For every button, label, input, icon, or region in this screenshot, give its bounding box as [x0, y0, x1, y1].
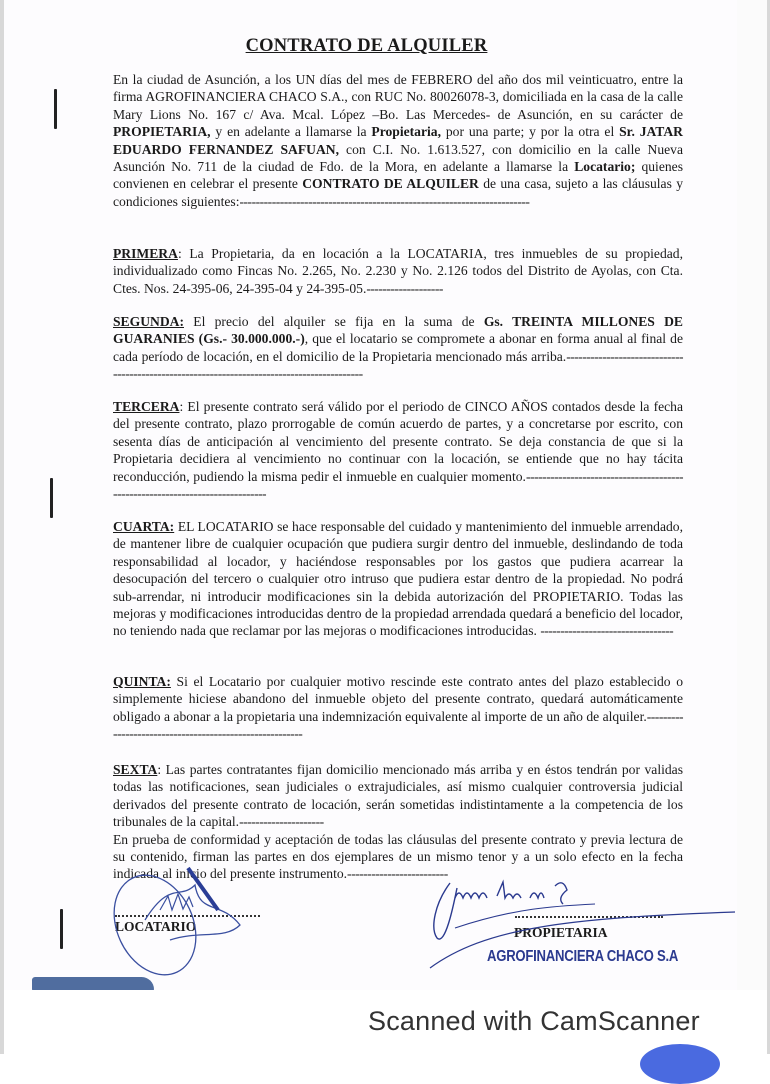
filler-dashes: ------------------------------------------------------------------------ [239, 193, 530, 209]
clause-text: : La Propietaria, da en locación a la LOCATARIA, tres inmuebles de su propiedad, individualizado como Fincas No. 2.265, No. 2.230 y No. 2.126 todos del Distrito de Ayolas, con Cta. Ctes. Nos. 24-395-06, 24-395-04 y 24-395-05. [113, 246, 683, 296]
filler-dashes: ------------------------------------------------------------------------------------------- [113, 348, 683, 382]
filler-dashes: --------------------- [239, 814, 324, 830]
filler-dashes: --------------------------------- [540, 623, 674, 639]
intro-paragraph [113, 71, 683, 210]
clause-label: CUARTA: [113, 519, 175, 534]
intro-bold: Propietaria, [371, 124, 441, 140]
intro-bold: CONTRATO DE ALQUILER [302, 176, 479, 192]
margin-mark [50, 478, 53, 518]
intro-text: de una casa, sujeto a las cláusulas y condiciones siguientes: [113, 176, 684, 209]
clause-text: : Las partes contratantes fijan domicilio mencionado más arriba y en éstos tendrán por validas todas las notificaciones, sean judiciales o extrajudiciales, así mismo cualquier controversia judicial derivados del presente contrato de locación, serán sometidas indistintamente a la competencia de los tribunales de la capital. [113, 762, 683, 830]
propietaria-signature [425, 868, 745, 958]
intro-text: En la ciudad de Asunción, a los UN días del mes de FEBRERO del año dos mil veinticuatro, entre la firma AGROFINANCIERA CHACO S.A., con RUC No. 80026078-3, domiciliada en la casa de la calle Mary Lions No. 167 c/ Ava. Mcal. López –Bo. Las Mercedes- de Asunción, en su carácter de [113, 72, 683, 122]
margin-mark [54, 89, 57, 129]
filler-dashes: -------------------------------------------------------- [113, 708, 683, 742]
intro-bold: Sr. JATAR EDUARDO FERNANDEZ SAFUAN, [113, 124, 683, 157]
intro-text: con C.I. No. 1.613.527, con domicilio en la calle Nueva Asunción No. 711 de la ciudad de Fdo. de la Mora, en adelante a llamarse la [113, 141, 683, 175]
clause-text: EL LOCATARIO se hace responsable del cuidado y mantenimiento del inmueble arrendado, de mantener libre de cualquier ocupación que pudiera surgir dentro del inmueble, deslindando de toda responsabilidad al locador, y haciéndose responsables por los gastos que pudiera acarrear la desocupación del tercero o cualquier otro intruso que pudiera estar dentro de la propiedad. No podrá sub-arrendar, ni introducir modificaciones sin la debida autorización del PROPIETARIO. Todas las mejoras y modificaciones introducidas dentro de la propiedad arrendada quedará a beneficio del locador, no teniendo nada que reclamar por las mejoras o modificaciones introducidas. [113, 519, 683, 639]
clause-tercera [113, 398, 683, 502]
clause-text: : El presente contrato será válido por el periodo de CINCO AÑOS contados desde la fecha del presente contrato, plazo prorrogable de común acuerdo de partes, y a concretarse por escrito, con sesenta días de anticipación al vencimiento del presente contrato. Se deja constancia de que si la Propietaria decidiera al vencimiento no continuar con la locación, se entiende que no hay tácita reconducción, pudiendo la misma pedir el inmueble en cualquier momento. [113, 399, 683, 484]
clause-quinta [113, 673, 683, 743]
ink-smear [32, 977, 154, 990]
margin-mark [60, 909, 63, 949]
company-stamp: AGROFINANCIERA CHACO S.A [487, 948, 679, 965]
clause-label: QUINTA: [113, 674, 171, 689]
closing-text: En prueba de conformidad y aceptación de todas las cláusulas del presente contrato y previa lectura de su contenido, firman las partes en dos ejemplares de un mismo tenor y a un solo efecto en la fecha indicada al inicio del presente instrumento. [113, 831, 683, 882]
clause-text: Si el Locatario por cualquier motivo rescinde este contrato antes del plazo establecido o simplemente hiciese abandono del inmueble objeto del presente contrato, quedará automáticamente obligado a abonar a la propietaria una indemnización equivalente al importe de un año de alquiler. [113, 674, 683, 724]
clause-label: PRIMERA [113, 246, 178, 261]
filler-dashes: ------------------- [366, 280, 443, 296]
propietaria-label: PROPIETARIA [514, 925, 608, 940]
clause-cuarta [113, 518, 683, 640]
camscanner-logo [640, 1044, 720, 1084]
filler-dashes: ------------------------- [347, 866, 448, 882]
clause-label: SEXTA [113, 762, 158, 777]
intro-text: y en adelante a llamarse la [210, 124, 372, 140]
locatario-signature [100, 860, 270, 985]
filler-dashes: ----------------------------------------------------------------------------- [113, 468, 683, 502]
clause-label: SEGUNDA: [113, 314, 184, 329]
clause-primera [113, 245, 683, 297]
intro-bold: Locatario; [574, 159, 636, 175]
intro-text: por una parte; y por la otra el [440, 124, 620, 140]
clause-text: , que el locatario se compromete a abonar en forma anual al final de cada período de locación, en el domicilio de la Propietaria mencionado más arriba. [113, 331, 683, 364]
clause-text: El precio del alquiler se fija en la suma de [184, 314, 484, 329]
intro-text: quienes convienen en celebrar el presente [113, 159, 683, 192]
clause-label: TERCERA [113, 399, 180, 414]
intro-bold: PROPIETARIA, [113, 124, 211, 140]
clause-bold: Gs. TREINTA MILLONES DE GUARANIES (Gs.- 30.000.000.-) [113, 314, 683, 347]
locatario-label: LOCATARIO [115, 919, 197, 934]
document-title: CONTRATO DE ALQUILER [245, 36, 488, 56]
page-edge [737, 0, 767, 990]
camscanner-watermark: Scanned with CamScanner [368, 1006, 700, 1036]
clause-segunda [113, 313, 683, 383]
